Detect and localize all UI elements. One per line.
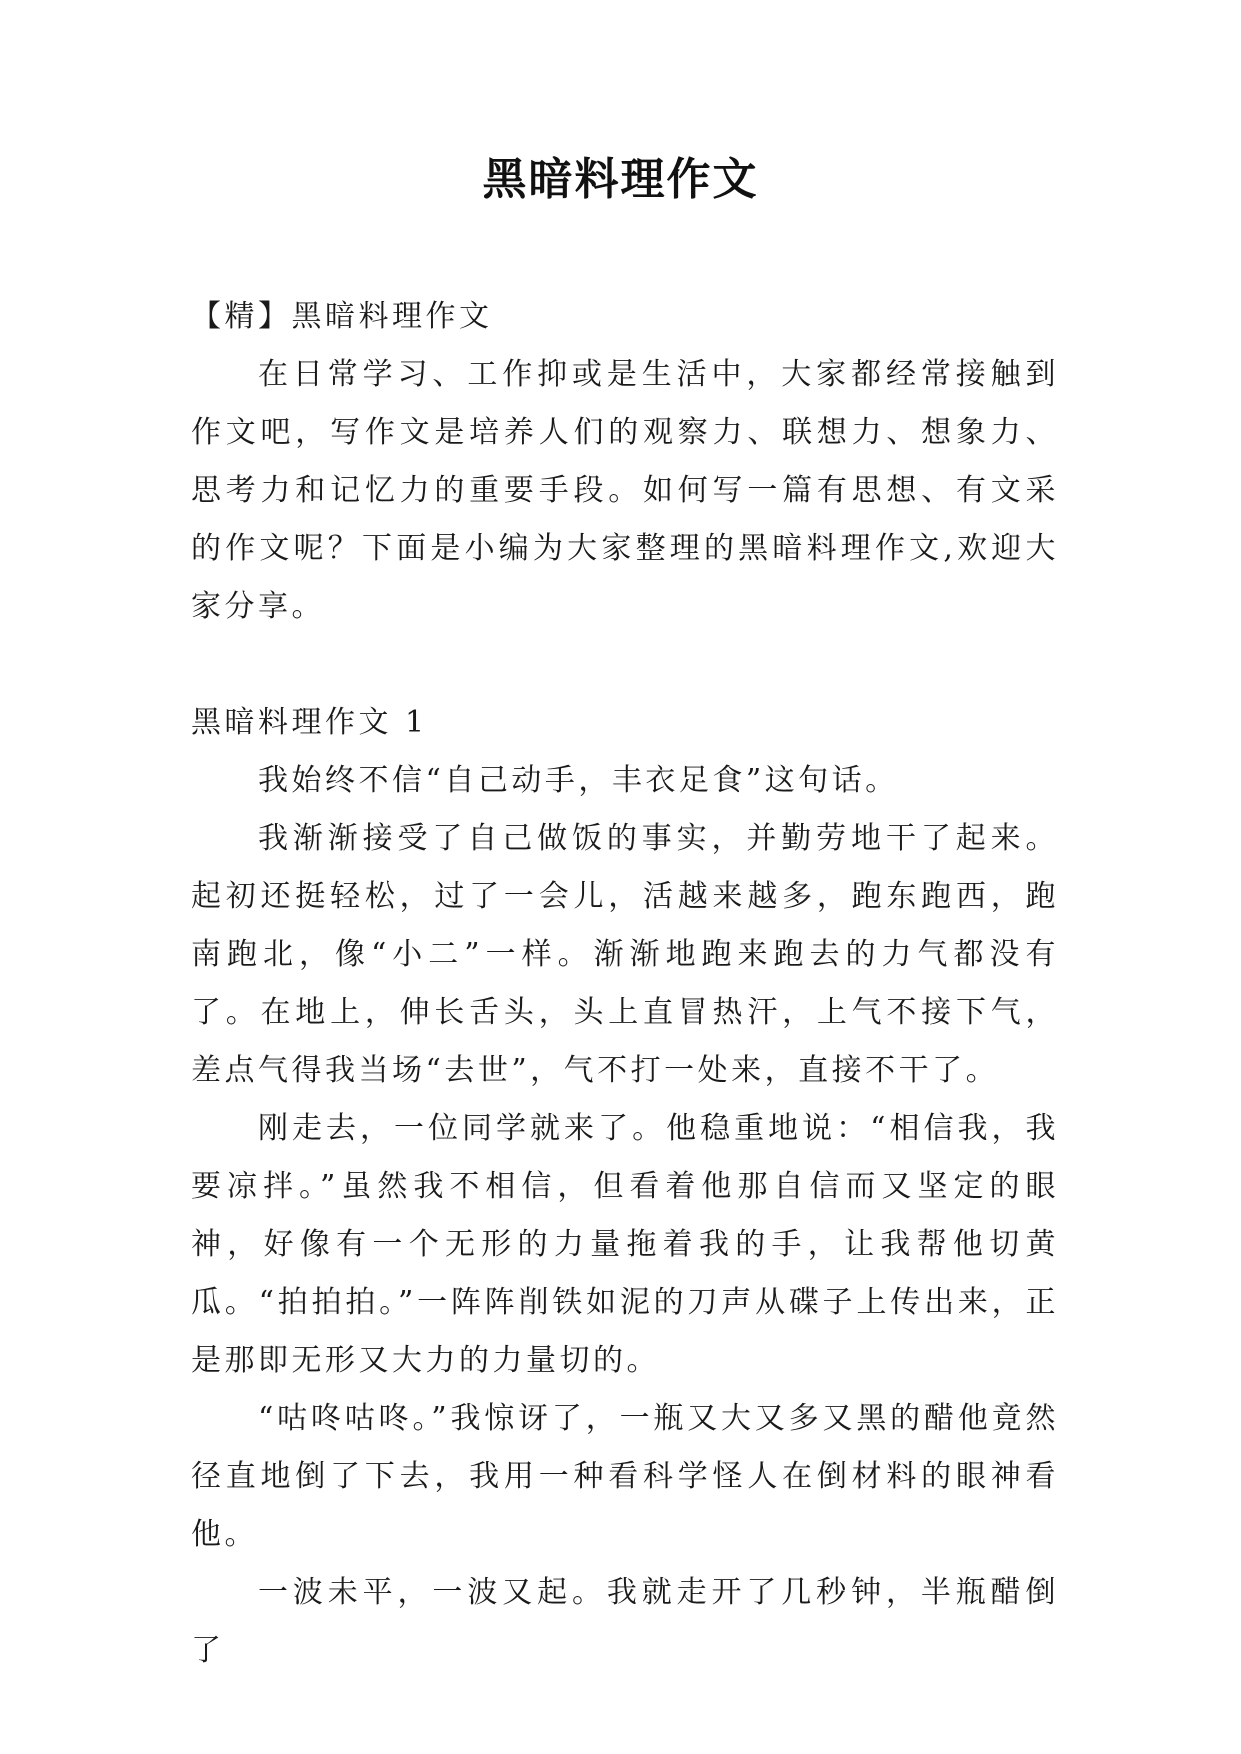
intro-heading: 【精】黑暗料理作文	[191, 299, 493, 334]
essay-paragraph: 我始终不信“自己动手，丰衣足食”这句话。	[258, 763, 899, 798]
essay-paragraph: 我渐渐接受了自己做饭的事实，并勤劳地干了起来。起初还挺轻松，过了一会儿，活越来越多，跑东跑西，跑南跑北，像“小二”一样。渐渐地跑来跑去的力气都没有了。在地上，伸长舌头，头上直冒热汗，上气不接下气，差点气得我当场“去世”，气不打一处来，直接不干了。	[191, 821, 1059, 1088]
intro-paragraph: 在日常学习、工作抑或是生活中，大家都经常接触到作文吧，写作文是培养人们的观察力、联想力、想象力、思考力和记忆力的重要手段。如何写一篇有思想、有文采的作文呢？下面是小编为大家整理的黑暗料理作文,欢迎大家分享。	[191, 357, 1059, 624]
document-title: 黑暗料理作文	[482, 154, 759, 205]
essay-paragraph: 刚走去，一位同学就来了。他稳重地说：“相信我，我要凉拌。”虽然我不相信，但看着他那自信而又坚定的眼神，好像有一个无形的力量拖着我的手，让我帮他切黄瓜。“拍拍拍。”一阵阵削铁如泥的刀声从碟子上传出来，正是那即无形又大力的力量切的。	[191, 1111, 1059, 1378]
essay-paragraph: “咕咚咕咚。”我惊讶了，一瓶又大又多又黑的醋他竟然径直地倒了下去，我用一种看科学怪人在倒材料的眼神看他。	[191, 1401, 1059, 1552]
document-body	[191, 288, 1059, 1680]
essay-paragraph: 一波未平，一波又起。我就走开了几秒钟，半瓶醋倒了	[191, 1575, 1059, 1668]
section-heading: 黑暗料理作文 1	[191, 705, 428, 740]
